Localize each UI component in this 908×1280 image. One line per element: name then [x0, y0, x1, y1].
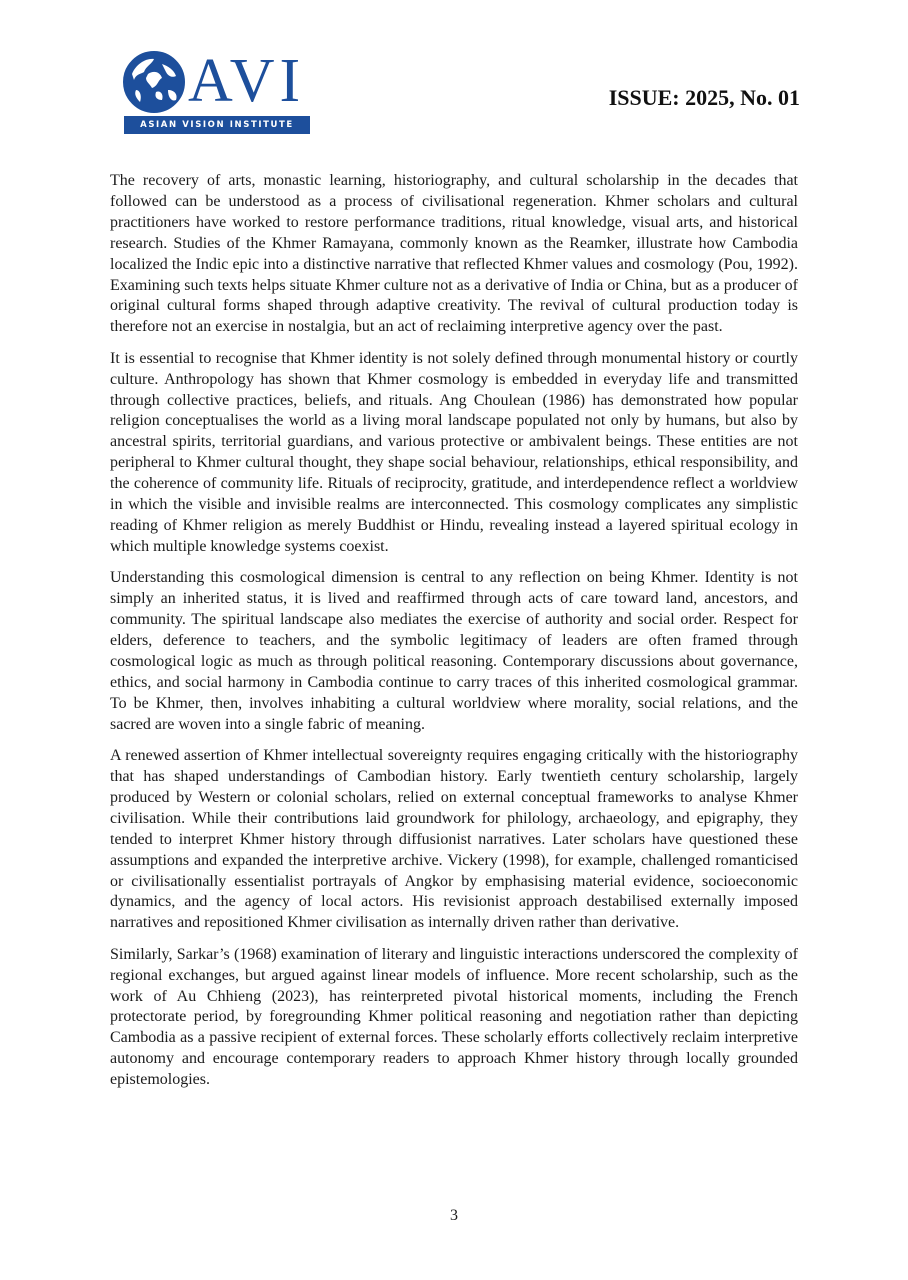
- article-body: [110, 171, 798, 1102]
- paragraph: Similarly, Sarkar’s (1968) examination of literary and linguistic interactions underscored the complexity of regional exchanges, but argued against linear models of influence. More recent scholarship, such as the work of Au Chhieng (2023), has reinterpreted pivotal historical moments, including the French protectorate period, by foregrounding Khmer political reasoning and negotiation rather than depicting Cambodia as a passive recipient of external forces. These scholarly efforts collectively reclaim interpretive autonomy and encourage contemporary readers to approach Khmer history through locally grounded epistemologies.: [110, 945, 798, 1089]
- globe-icon: [122, 50, 186, 114]
- avi-logo: [122, 47, 314, 136]
- page-number: 3: [450, 1207, 458, 1224]
- paragraph: Understanding this cosmological dimension is central to any reflection on being Khmer. Identity is not simply an inherited status, it is lived and reaffirmed through acts of care toward land, ancestors, and community. The spiritual landscape also mediates the exercise of authority and social order. Respect for elders, deference to teachers, and the symbolic legitimacy of leaders are often framed through cosmological logic as much as through political reasoning. Contemporary discussions about governance, ethics, and social harmony in Cambodia continue to carry traces of this inherited cosmological grammar. To be Khmer, then, involves inhabiting a cultural worldview where morality, social relations, and the sacred are woven into a single fabric of meaning.: [110, 569, 798, 733]
- page-header: [0, 0, 908, 150]
- paragraph: It is essential to recognise that Khmer identity is not solely defined through monumental history or courtly culture. Anthropology has shown that Khmer cosmology is embedded in everyday life and transmitted through collective practices, beliefs, and rituals. Ang Choulean (1986) has demonstrated how popular religion conceptualises the world as a living moral landscape populated not only by humans, but also by ancestral spirits, territorial guardians, and various protective or ambivalent beings. These entities are not peripheral to Khmer cultural thought, they shape social behaviour, relationships, ethical responsibility, and the coherence of community life. Rituals of reciprocity, gratitude, and interdependence reflect a worldview in which the visible and invisible realms are interconnected. This cosmology complicates any simplistic reading of Khmer religion as merely Buddhist or Hindu, revealing instead a layered spiritual ecology in which multiple knowledge systems coexist.: [110, 349, 798, 555]
- logo-tagline: ASIAN VISION INSTITUTE: [124, 116, 310, 134]
- issue-label: ISSUE: 2025, No. 01: [608, 85, 800, 110]
- paragraph: The recovery of arts, monastic learning, historiography, and cultural scholarship in the decades that followed can be understood as a process of civilisational regeneration. Khmer scholars and cultural practitioners have worked to restore performance traditions, ritual knowledge, visual arts, and historical research. Studies of the Khmer Ramayana, commonly known as the Reamker, illustrate how Cambodia localized the Indic epic into a distinctive narrative that reflected Khmer values and cosmology (Pou, 1992). Examining such texts helps situate Khmer culture not as a derivative of India or China, but as a producer of original cultural forms shaped through adaptive creativity. The revival of cultural production today is therefore not an exercise in nostalgia, but an act of reclaiming interpretive agency over the past.: [110, 172, 798, 336]
- paragraph: A renewed assertion of Khmer intellectual sovereignty requires engaging critically with the historiography that has shaped understandings of Cambodian history. Early twentieth century scholarship, largely produced by Western or colonial scholars, relied on external conceptual frameworks to analyse Khmer civilisation. While their contributions laid groundwork for philology, archaeology, and epigraphy, they tended to interpret Khmer history through diffusionist narratives. Later scholars have questioned these assumptions and expanded the interpretive archive. Vickery (1998), for example, challenged romanticised or civilisationally essentialist portrayals of Angkor by emphasising material evidence, socioeconomic dynamics, and the agency of local actors. His revisionist approach destabilised externally imposed narratives and repositioned Khmer civilisation as internally driven rather than derivative.: [110, 747, 798, 932]
- logo-letters: AVI: [188, 47, 306, 115]
